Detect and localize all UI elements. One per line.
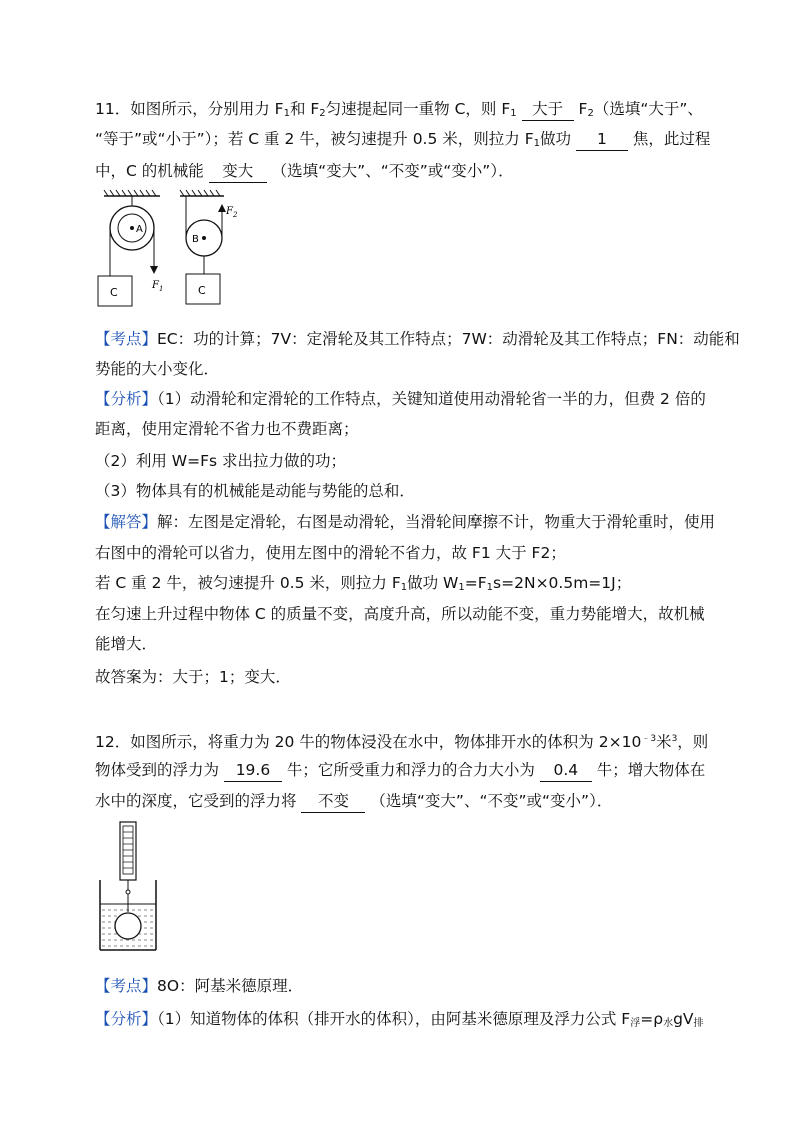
q12-line2: 物体受到的浮力为 19.6 牛；它所受重力和浮力的合力大小为 0.4 牛；增大物体在 <box>95 759 705 782</box>
q11-blank3: 变大 <box>209 160 267 183</box>
q11-line1: 11．如图所示，分别用力 $F_1$和 $F_2$匀速提起同一重物 C，则 $F_1$ 大于 $F_2$（选填“大于”、 <box>95 100 703 119</box>
q11-answer: 故答案为：大于；1；变大． <box>95 668 291 686</box>
q11-blank2: 1 <box>576 128 628 151</box>
q12-kaodian: 【考点】8O：阿基米德原理． <box>95 977 304 995</box>
left-block-label: C <box>110 286 118 299</box>
f2-label: $F_2$ <box>226 206 238 219</box>
q11-jieda-2: 若 C 重 2 牛，被匀速提升 0.5 米，则拉力 $F_1$做功 $W_1=F_1s=2N\times 0.5m=1J$； <box>95 574 632 593</box>
buoyancy-figure <box>98 818 168 958</box>
q11-jieda-3: 在匀速上升过程中物体 C 的质量不变，高度升高，所以动能不变，重力势能增大，故机械 <box>95 605 705 623</box>
q11-jieda-3b: 能增大． <box>95 635 158 653</box>
q11-fenxi-1b: 距离，使用定滑轮不省力也不费距离； <box>95 420 359 438</box>
q11-kaodian: 【考点】EC：功的计算；7V：定滑轮及其工作特点；7W：动滑轮及其工作特点；FN：动能和 <box>95 330 740 348</box>
q11-line2: “等于”或“小于”）；若 C 重 2 牛，被匀速提升 0.5 米，则拉力 $F_1$做功 1 焦，此过程 <box>95 130 711 149</box>
q12-blank1: 19.6 <box>224 759 282 782</box>
wheel-a-label: A <box>136 224 143 235</box>
q11-blank1: 大于 <box>522 98 574 121</box>
q12-blank3: 不变 <box>301 790 365 813</box>
q12-line3: 水中的深度，它受到的浮力将 不变 （选填“变大”、“不变”或“变小”）． <box>95 790 612 813</box>
q12-line1: 12．如图所示，将重力为 20 牛的物体浸没在水中，物体排开水的体积为 $2\times 10^{﹣3}$米$^3$，则 <box>95 733 709 751</box>
q11-fenxi-2: （2）利用 W=Fs 求出拉力做的功； <box>95 452 347 470</box>
q12-fenxi: 【分析】（1）知道物体的体积（排开水的体积），由阿基米德原理及浮力公式 $F_浮=\rho_水gV_排$ <box>95 1010 704 1029</box>
wheel-b-label: B <box>192 234 199 245</box>
q12-blank2: 0.4 <box>540 759 592 782</box>
q11-fenxi-3: （3）物体具有的机械能是动能与势能的总和． <box>95 482 415 500</box>
f1-label: $F_1$ <box>152 280 164 293</box>
q11-kaodian-2: 势能的大小变化． <box>95 360 220 378</box>
q11-line3: 中，C 的机械能 变大 （选填“变大”、“不变”或“变小”）． <box>95 160 514 183</box>
q11-jieda-1b: 右图中的滑轮可以省力，使用左图中的滑轮不省力，故 F1 大于 F2； <box>95 544 566 562</box>
pulley-figure <box>92 188 242 318</box>
q11-fenxi: 【分析】（1）动滑轮和定滑轮的工作特点，关键知道使用动滑轮省一半的力，但费 2 倍的 <box>95 390 706 408</box>
right-block-label: C <box>198 284 206 297</box>
q11-jieda: 【解答】解：左图是定滑轮，右图是动滑轮，当滑轮间摩擦不计，物重大于滑轮重时，使用 <box>95 513 716 531</box>
